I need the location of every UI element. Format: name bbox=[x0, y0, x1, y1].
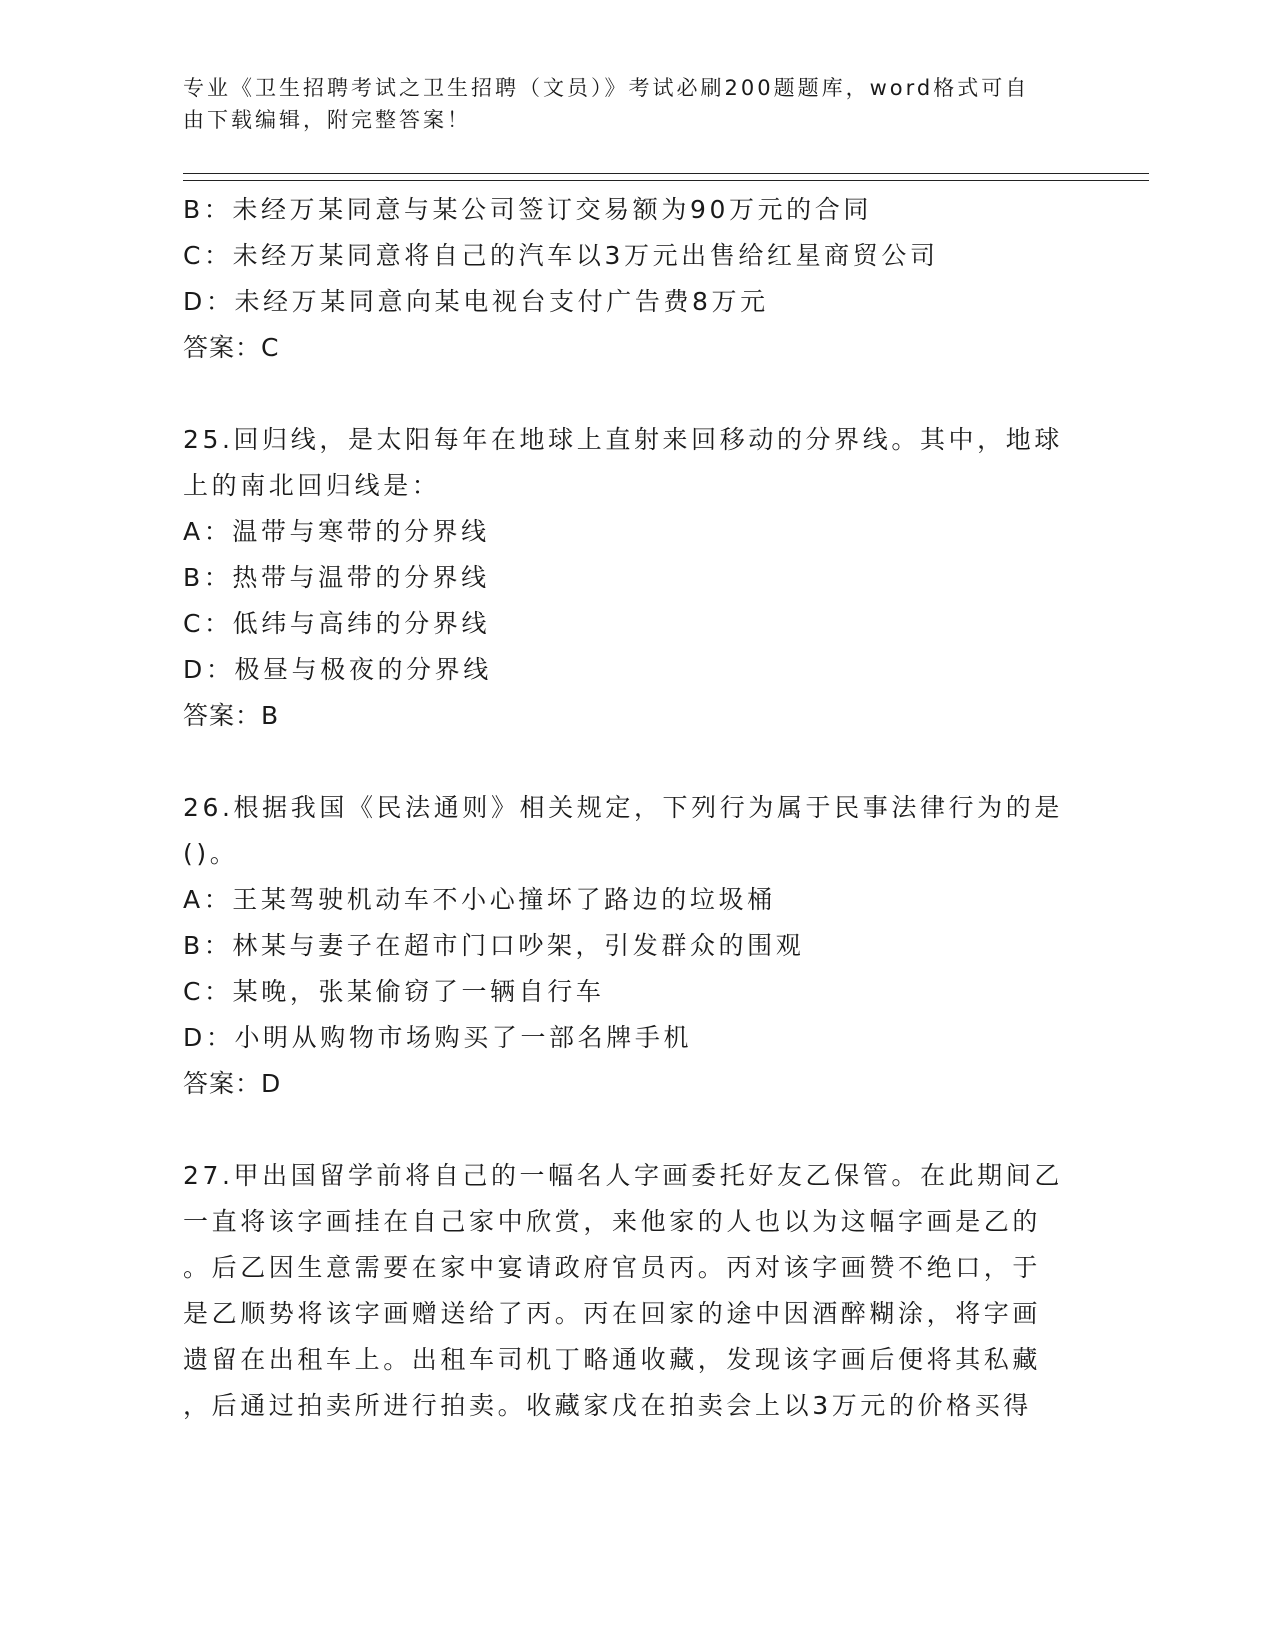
option-c: C：某晚，张某偷窃了一辆自行车 bbox=[183, 977, 605, 1006]
option-b: B：热带与温带的分界线 bbox=[183, 563, 490, 592]
spacer bbox=[183, 371, 1083, 417]
question-stem: 是乙顺势将该字画赠送给了丙。丙在回家的途中因酒醉糊涂，将字画 bbox=[183, 1299, 1042, 1328]
question-27 bbox=[183, 1153, 1083, 1429]
option-b: B：未经万某同意与某公司签订交易额为90万元的合同 bbox=[183, 195, 872, 224]
previous-question-tail bbox=[183, 187, 1083, 371]
question-stem: 。后乙因生意需要在家中宴请政府官员丙。丙对该字画赞不绝口，于 bbox=[183, 1253, 1042, 1282]
spacer bbox=[183, 739, 1083, 785]
header-divider bbox=[183, 180, 1149, 181]
option-c: C：低纬与高纬的分界线 bbox=[183, 609, 491, 638]
question-stem: 27.甲出国留学前将自己的一幅名人字画委托好友乙保管。在此期间乙 bbox=[183, 1161, 1063, 1190]
question-stem: ()。 bbox=[183, 839, 239, 868]
option-c: C：未经万某同意将自己的汽车以3万元出售给红星商贸公司 bbox=[183, 241, 939, 270]
answer-line: 答案：C bbox=[183, 333, 280, 362]
question-26 bbox=[183, 785, 1083, 1107]
header-line: 专业《卫生招聘考试之卫生招聘（文员）》考试必刷200题题库，word格式可自 bbox=[183, 76, 1030, 100]
question-stem: 上的南北回归线是： bbox=[183, 471, 441, 500]
option-b: B：林某与妻子在超市门口吵架，引发群众的围观 bbox=[183, 931, 805, 960]
document-header bbox=[183, 72, 1063, 136]
question-25 bbox=[183, 417, 1083, 739]
option-d: D：未经万某同意向某电视台支付广告费8万元 bbox=[183, 287, 769, 316]
answer-line: 答案：B bbox=[183, 701, 280, 730]
question-stem: 25.回归线，是太阳每年在地球上直射来回移动的分界线。其中，地球 bbox=[183, 425, 1063, 454]
option-d: D：极昼与极夜的分界线 bbox=[183, 655, 492, 684]
question-stem: 26.根据我国《民法通则》相关规定，下列行为属于民事法律行为的是 bbox=[183, 793, 1063, 822]
option-a: A：温带与寒带的分界线 bbox=[183, 517, 490, 546]
question-stem: 遗留在出租车上。出租车司机丁略通收藏，发现该字画后便将其私藏 bbox=[183, 1345, 1042, 1374]
question-stem: 一直将该字画挂在自己家中欣赏，来他家的人也以为这幅字画是乙的 bbox=[183, 1207, 1042, 1236]
option-d: D：小明从购物市场购买了一部名牌手机 bbox=[183, 1023, 693, 1052]
spacer bbox=[183, 1107, 1083, 1153]
header-line: 由下载编辑，附完整答案！ bbox=[183, 108, 471, 132]
header-divider bbox=[183, 173, 1149, 174]
question-stem: ，后通过拍卖所进行拍卖。收藏家戊在拍卖会上以3万元的价格买得 bbox=[183, 1391, 1032, 1420]
option-a: A：王某驾驶机动车不小心撞坏了路边的垃圾桶 bbox=[183, 885, 776, 914]
question-content bbox=[183, 187, 1083, 1429]
answer-line: 答案：D bbox=[183, 1069, 282, 1098]
